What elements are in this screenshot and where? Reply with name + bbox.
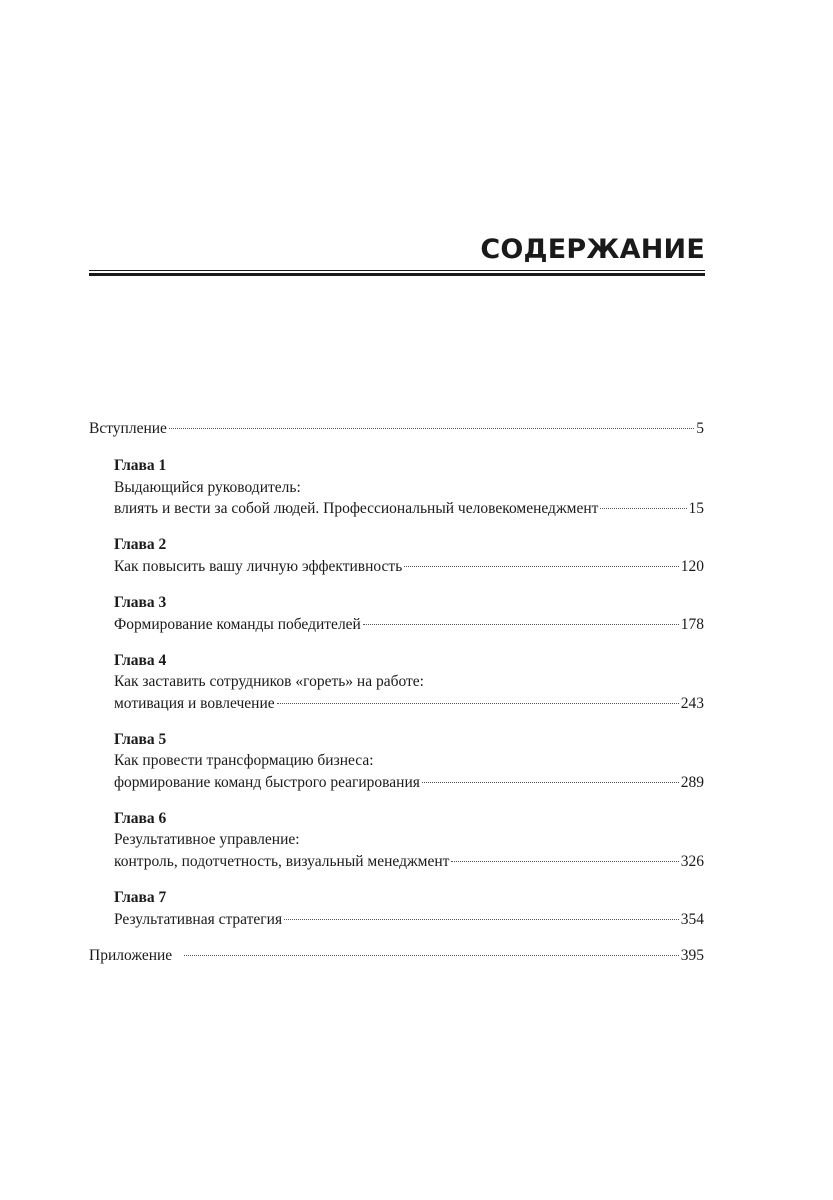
toc-entry-chapter-5[interactable] xyxy=(114,772,704,794)
toc-entry-chapter-3[interactable] xyxy=(114,614,704,636)
toc-entry-label: Формирование команды победителей xyxy=(114,616,361,633)
chapter-heading: Глава 7 xyxy=(114,889,167,906)
toc-page-number: 120 xyxy=(680,558,704,575)
toc-entry-chapter-1[interactable] xyxy=(114,498,704,520)
toc-entry-chapter-4[interactable] xyxy=(114,693,704,715)
toc-page-number: 326 xyxy=(680,853,704,870)
toc-page-number: 354 xyxy=(680,911,704,928)
dot-leader xyxy=(363,624,679,625)
toc-page-number: 178 xyxy=(680,616,704,633)
toc-page-number: 289 xyxy=(680,774,704,791)
chapter-heading: Глава 4 xyxy=(114,652,167,669)
toc-entry-line: Как заставить сотрудников «гореть» на работе: xyxy=(114,673,424,690)
chapter-heading: Глава 1 xyxy=(114,457,167,474)
toc-entry-label: Приложение xyxy=(89,947,173,964)
toc-entry-label: Результативная стратегия xyxy=(114,911,283,928)
toc-entry-line: Выдающийся руководитель: xyxy=(114,479,301,496)
toc-entry-line: Результативное управление: xyxy=(114,831,300,848)
toc-entry-chapter-6[interactable] xyxy=(114,851,704,873)
toc-entry-label: формирование команд быстрого реагирования xyxy=(114,774,420,791)
toc-entry-label: контроль, подотчетность, визуальный менеджмент xyxy=(114,853,450,870)
dot-leader xyxy=(277,703,679,704)
page-title: СОДЕРЖАНИЕ xyxy=(480,234,705,265)
toc-entry-chapter-7[interactable] xyxy=(114,909,704,931)
title-rule-thin xyxy=(89,270,705,271)
toc-page-number: 5 xyxy=(696,420,704,437)
toc-entry-label: Вступление xyxy=(89,420,167,437)
dot-leader xyxy=(451,861,678,862)
dot-leader xyxy=(169,428,694,429)
toc-entry-label: влиять и вести за собой людей. Профессиональный человекоменеджмент xyxy=(114,500,599,517)
chapter-heading: Глава 2 xyxy=(114,536,167,553)
title-rule xyxy=(89,270,705,278)
dot-leader xyxy=(422,782,679,783)
chapter-heading: Глава 3 xyxy=(114,594,167,611)
chapter-heading: Глава 5 xyxy=(114,731,167,748)
dot-leader xyxy=(600,508,686,509)
toc-entry-label: мотивация и вовлечение xyxy=(114,695,275,712)
toc-entry-appendix[interactable] xyxy=(89,945,704,967)
dot-leader xyxy=(184,955,679,956)
chapter-heading: Глава 6 xyxy=(114,810,167,827)
title-rule-thick xyxy=(89,273,705,276)
dot-leader xyxy=(284,919,679,920)
toc-entry-intro[interactable] xyxy=(89,418,704,440)
toc-page-number: 243 xyxy=(680,695,704,712)
toc-page-number: 15 xyxy=(688,500,704,517)
toc-page-number: 395 xyxy=(680,947,704,964)
dot-leader xyxy=(404,566,678,567)
toc-entry-line: Как провести трансформацию бизнеса: xyxy=(114,752,374,769)
toc-entry-label: Как повысить вашу личную эффективность xyxy=(114,558,403,575)
toc-entry-chapter-2[interactable] xyxy=(114,556,704,578)
